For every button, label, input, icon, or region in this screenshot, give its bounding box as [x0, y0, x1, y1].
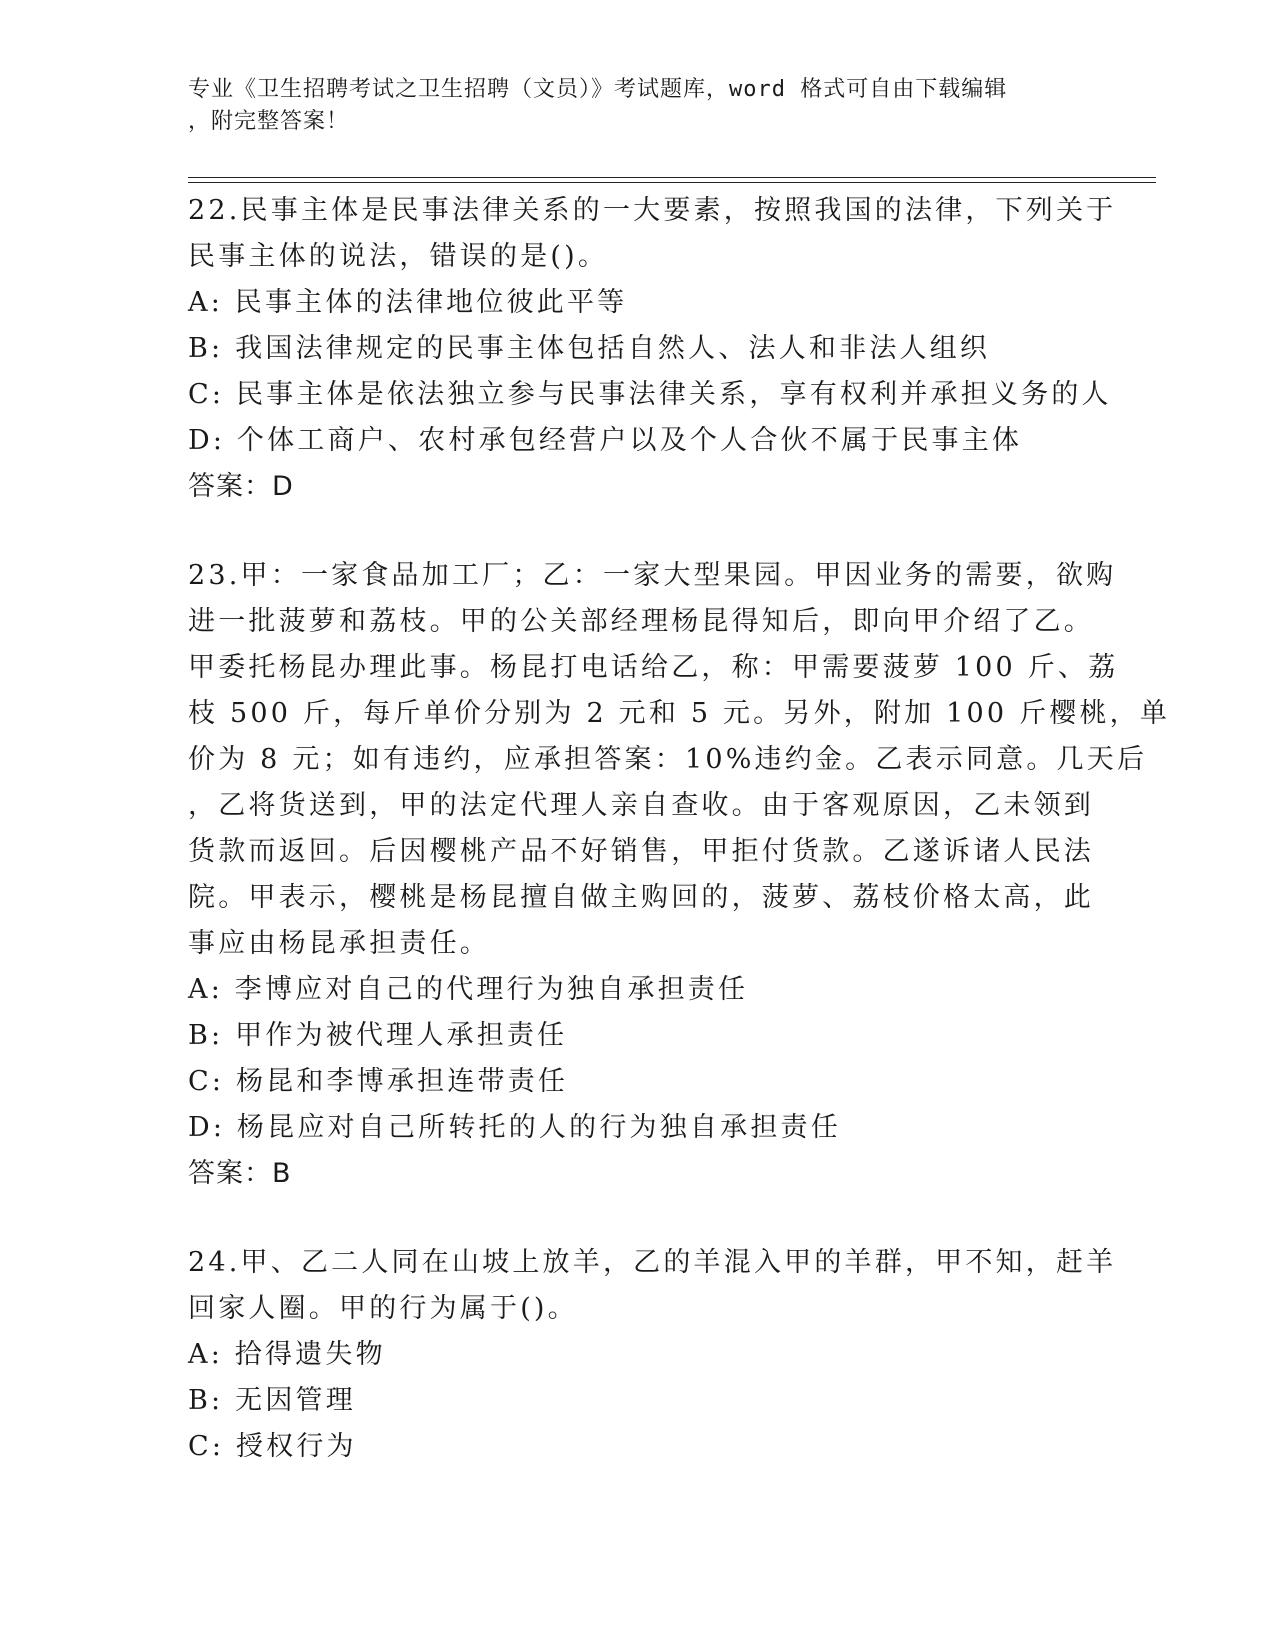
spacer	[188, 510, 1088, 553]
question-stem-line: ，乙将货送到，甲的法定代理人亲自查收。由于客观原因，乙未领到	[188, 790, 1094, 821]
document-header	[188, 74, 1068, 138]
question-24	[188, 1240, 1117, 1470]
question-stem-line: 甲委托杨昆办理此事。杨昆打电话给乙，称：甲需要菠萝 100 斤、荔	[188, 652, 1119, 683]
header-line: 专业《卫生招聘考试之卫生招聘（文员）》考试题库，word 格式可自由下载编辑	[188, 77, 1008, 102]
question-stem-line: 事应由杨昆承担责任。	[188, 928, 490, 959]
question-22	[188, 188, 1117, 510]
header-divider	[188, 177, 1156, 178]
question-stem-line: 进一批菠萝和荔枝。甲的公关部经理杨昆得知后，即向甲介绍了乙。	[188, 606, 1094, 637]
question-stem-line: 货款而返回。后因樱桃产品不好销售，甲拒付货款。乙遂诉诸人民法	[188, 836, 1094, 867]
option-b: B: 甲作为被代理人承担责任	[188, 1020, 568, 1051]
question-stem-line: 院。甲表示，樱桃是杨昆擅自做主购回的，菠萝、荔枝价格太高，此	[188, 882, 1094, 913]
question-stem-line: 24.甲、乙二人同在山坡上放羊，乙的羊混入甲的羊群，甲不知，赶羊	[188, 1247, 1117, 1278]
option-a: A: 李博应对自己的代理行为独自承担责任	[188, 974, 749, 1005]
question-23	[188, 553, 1171, 1197]
option-a: A: 拾得遗失物	[188, 1339, 386, 1370]
question-stem-line: 枝 500 斤，每斤单价分别为 2 元和 5 元。另外，附加 100 斤樱桃，单	[188, 698, 1171, 729]
answer-line: 答案：B	[188, 1158, 292, 1189]
header-divider	[188, 182, 1156, 183]
option-d: D: 杨昆应对自己所转托的人的行为独自承担责任	[188, 1112, 841, 1143]
option-c: C: 民事主体是依法独立参与民事法律关系，享有权利并承担义务的人	[188, 379, 1112, 410]
option-b: B: 我国法律规定的民事主体包括自然人、法人和非法人组织	[188, 333, 991, 364]
option-c: C: 杨昆和李博承担连带责任	[188, 1066, 569, 1097]
answer-line: 答案：D	[188, 471, 294, 502]
question-stem-line: 23.甲：一家食品加工厂；乙：一家大型果园。甲因业务的需要，欲购	[188, 560, 1117, 591]
question-list	[188, 188, 1171, 1470]
option-c: C: 授权行为	[188, 1431, 357, 1462]
spacer	[188, 1197, 1088, 1240]
option-d: D: 个体工商户、农村承包经营户以及个人合伙不属于民事主体	[188, 425, 1023, 456]
option-b: B: 无因管理	[188, 1385, 356, 1416]
question-stem-line: 回家人圈。甲的行为属于()。	[188, 1293, 578, 1324]
question-stem-line: 22.民事主体是民事法律关系的一大要素，按照我国的法律，下列关于	[188, 195, 1117, 226]
header-line: ，附完整答案！	[188, 109, 350, 134]
option-a: A: 民事主体的法律地位彼此平等	[188, 287, 628, 318]
question-stem-line: 民事主体的说法，错误的是()。	[188, 241, 609, 272]
question-stem-line: 价为 8 元；如有违约，应承担答案：10%违约金。乙表示同意。几天后	[188, 744, 1148, 775]
